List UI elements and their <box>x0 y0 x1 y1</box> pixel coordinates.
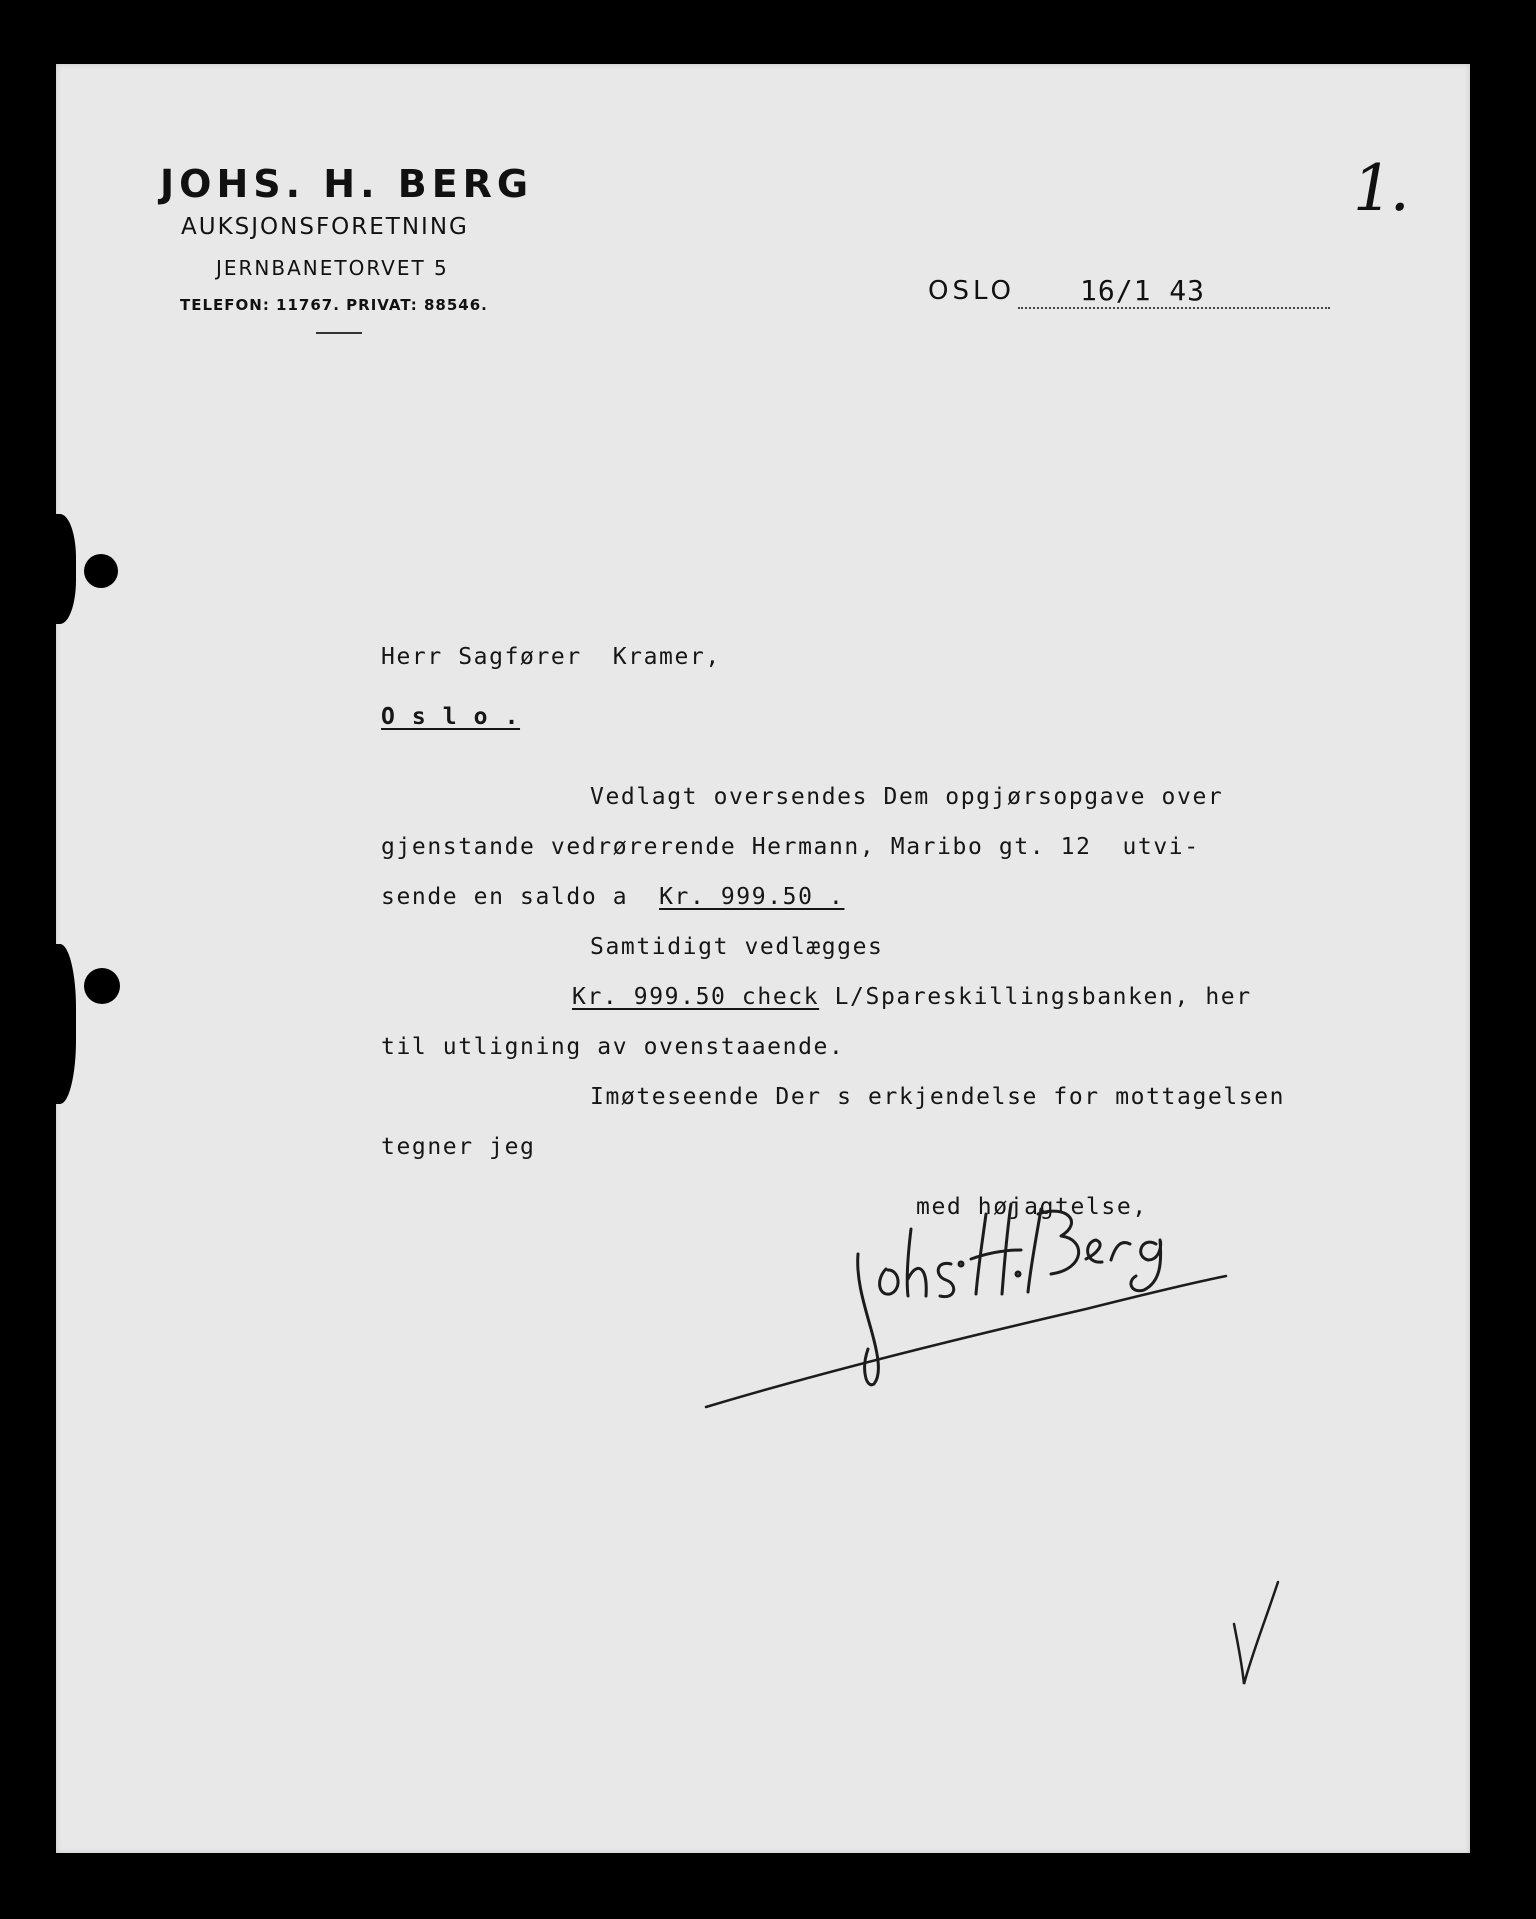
dateline-rule <box>1018 307 1330 309</box>
body-line-3-text: sende en saldo a <box>381 884 660 910</box>
body-line-3 <box>381 884 844 910</box>
letterhead-address: JERNBANETORVET 5 <box>216 256 449 280</box>
letterhead-company: JOHS. H. BERG <box>160 162 534 206</box>
punch-hole-top <box>36 514 76 624</box>
check-amount: Kr. 999.50 check <box>572 984 820 1010</box>
body-line-5-text: L/Spareskillingsbanken, her <box>819 984 1252 1010</box>
dateline-place: OSLO <box>928 276 1015 306</box>
body-line-1: Vedlagt oversendes Dem opgjørsopgave over <box>590 784 1224 810</box>
saldo-amount: Kr. 999.50 . <box>659 884 845 910</box>
recipient-name: Herr Sagfører Kramer, <box>381 644 721 670</box>
letter-page <box>56 64 1470 1853</box>
body-line-2: gjenstande vedrørerende Hermann, Maribo gt. 12 utvi- <box>381 834 1200 860</box>
body-line-4: Samtidigt vedlægges <box>590 934 884 960</box>
letterhead-phones: TELEFON: 11767. PRIVAT: 88546. <box>180 296 488 314</box>
punch-hole-bottom <box>36 944 76 1104</box>
body-line-5 <box>572 984 1252 1010</box>
letterhead-business: AUKSJONSFORETNING <box>181 214 469 240</box>
closing: med højagtelse, <box>916 1194 1148 1220</box>
punch-hole-bottom-round <box>84 968 120 1004</box>
body-line-7: Imøteseende Der s erkjendelse for mottagelsen <box>590 1084 1286 1110</box>
body-line-8: tegner jeg <box>381 1134 536 1160</box>
letterhead-rule <box>316 332 362 334</box>
page-number: 1. <box>1345 152 1420 226</box>
recipient-city: O s l o . <box>381 704 521 730</box>
dateline-date: 16/1 43 <box>1080 274 1206 307</box>
body-line-6: til utligning av ovenstaaende. <box>381 1034 845 1060</box>
punch-hole-top-round <box>84 554 118 588</box>
